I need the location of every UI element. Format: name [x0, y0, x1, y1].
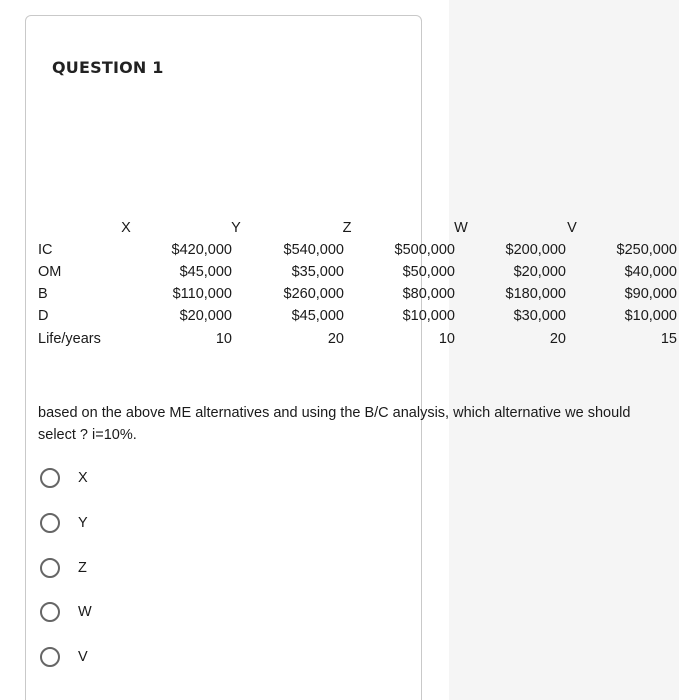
- option-label: Y: [78, 515, 88, 531]
- table-cell: $50,000: [402, 264, 455, 280]
- radio-button[interactable]: [40, 647, 60, 667]
- table-cell: $35,000: [291, 264, 344, 280]
- table-cell: $110,000: [172, 286, 232, 302]
- radio-button[interactable]: [40, 558, 60, 578]
- table-cell: $180,000: [505, 286, 566, 302]
- table-cell: 10: [438, 331, 455, 347]
- question-title: QUESTION 1: [52, 58, 164, 77]
- column-header-z: Z: [342, 220, 352, 236]
- row-label-d: D: [38, 308, 49, 324]
- question-prompt: based on the above ME alternatives and using the B/C analysis, which alternative we should select ? i=10%.: [38, 405, 631, 443]
- table-cell: $10,000: [402, 308, 455, 324]
- table-cell: $200,000: [505, 242, 566, 258]
- row-label-b: B: [38, 286, 48, 302]
- table-cell: $90,000: [624, 286, 677, 302]
- radio-button[interactable]: [40, 602, 60, 622]
- radio-button[interactable]: [40, 513, 60, 533]
- table-cell: $20,000: [179, 308, 232, 324]
- radio-button[interactable]: [40, 468, 60, 488]
- table-cell: $40,000: [624, 264, 677, 280]
- table-cell: 20: [549, 331, 566, 347]
- table-cell: $20,000: [513, 264, 566, 280]
- option-label: W: [78, 604, 92, 620]
- table-cell: $45,000: [291, 308, 344, 324]
- table-cell: $500,000: [394, 242, 455, 258]
- table-cell: $45,000: [179, 264, 232, 280]
- column-header-v: V: [567, 220, 577, 236]
- table-cell: $420,000: [171, 242, 232, 258]
- table-cell: 20: [327, 331, 344, 347]
- option-y[interactable]: [40, 511, 88, 535]
- option-x[interactable]: [40, 466, 88, 490]
- table-cell: $80,000: [402, 286, 455, 302]
- option-label: Z: [78, 560, 87, 576]
- row-label-ic: IC: [38, 242, 53, 258]
- row-label-life-years: Life/years: [38, 331, 101, 347]
- column-header-x: X: [121, 220, 131, 236]
- table-cell: 10: [215, 331, 232, 347]
- table-cell: $540,000: [283, 242, 344, 258]
- option-label: V: [78, 649, 88, 665]
- table-cell: $30,000: [513, 308, 566, 324]
- table-cell: $260,000: [283, 286, 344, 302]
- option-label: X: [78, 470, 88, 486]
- table-cell: $250,000: [616, 242, 677, 258]
- option-v[interactable]: [40, 645, 88, 669]
- table-cell: $10,000: [624, 308, 677, 324]
- row-label-om: OM: [38, 264, 62, 280]
- option-z[interactable]: [40, 556, 87, 580]
- option-w[interactable]: [40, 600, 92, 624]
- column-header-w: W: [454, 220, 468, 236]
- table-cell: 15: [660, 331, 677, 347]
- column-header-y: Y: [231, 220, 241, 236]
